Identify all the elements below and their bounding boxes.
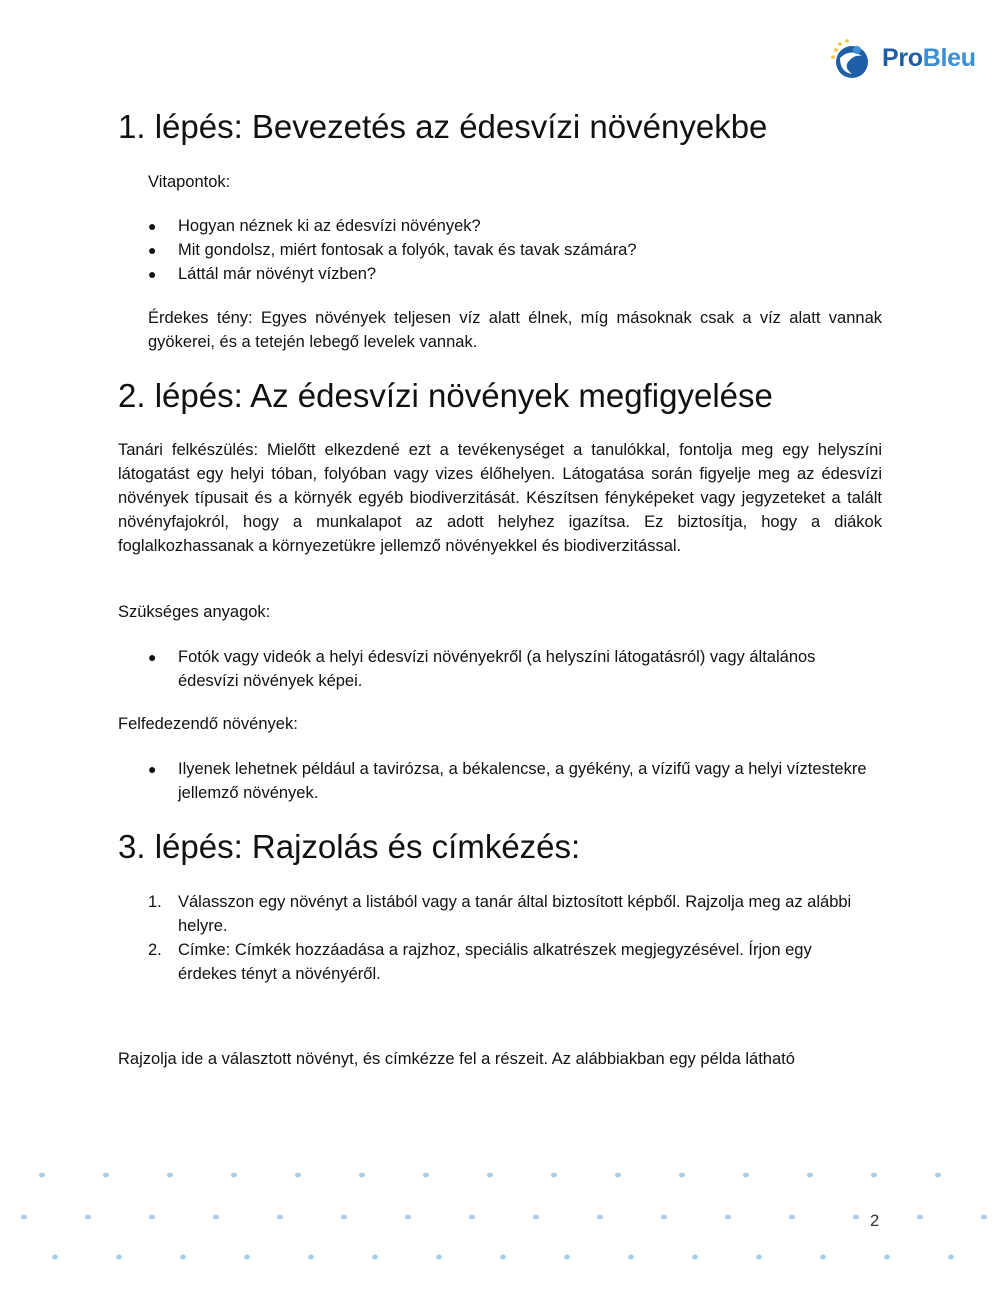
decorative-dot [884,1255,890,1260]
decorative-dot [628,1255,634,1260]
list-item: ● Ilyenek lehetnek például a tavirózsa, a békalencse, a gyékény, a vízifű vagy a helyi víztestekre jellemző növények. [148,757,878,805]
decorative-dot [597,1215,603,1220]
list-item: 1. Válasszon egy növényt a listából vagy a tanár által biztosított képből. Rajzolja meg az alábbi helyre. [148,893,852,935]
decorative-dot [551,1173,557,1178]
decorative-dot [917,1215,923,1220]
decorative-dot [423,1173,429,1178]
decorative-dot [52,1255,58,1260]
decorative-dot [116,1255,122,1260]
decorative-dot [308,1255,314,1260]
decorative-dot [935,1173,941,1178]
interesting-fact: Érdekes tény: Egyes növények teljesen víz alatt élnek, míg másoknak csak a víz alatt vannak gyökerei, és a tetején lebegő levelek vannak. [148,309,882,351]
decorative-dot [500,1255,506,1260]
decorative-dot [103,1173,109,1178]
decorative-dot [853,1215,859,1220]
decorative-dot [213,1215,219,1220]
discussion-list [148,214,882,286]
materials-label: Szükséges anyagok: [118,603,271,621]
decorative-dot [948,1255,954,1260]
decorative-dot [341,1215,347,1220]
decorative-dot [661,1215,667,1220]
decorative-dot [167,1173,173,1178]
decorative-dot [725,1215,731,1220]
discussion-label: Vitapontok: [148,173,231,191]
decorative-dot [469,1215,475,1220]
decorative-dot [789,1215,795,1220]
list-item: ● Fotók vagy videók a helyi édesvízi növényekről (a helyszíni látogatásról) vagy általános édesvízi növények képei. [148,645,878,693]
plants-list [148,757,878,805]
decorative-dot [295,1173,301,1178]
decorative-dot [820,1255,826,1260]
decorative-dot [564,1255,570,1260]
plants-label: Felfedezendő növények: [118,715,298,733]
decorative-dot [756,1255,762,1260]
list-item: ● Hogyan néznek ki az édesvízi növények? [148,214,882,238]
decorative-dot [21,1215,27,1220]
drawing-steps-list [148,890,868,986]
decorative-dot [871,1173,877,1178]
list-item: ● Láttál már növényt vízben? [148,262,882,286]
decorative-dot [487,1173,493,1178]
step3-heading: 3. lépés: Rajzolás és címkézés: [118,828,581,865]
decorative-dot [981,1215,987,1220]
decorative-dot [743,1173,749,1178]
decorative-dot [372,1255,378,1260]
decorative-dot [231,1173,237,1178]
teacher-preparation: Tanári felkészülés: Mielőtt elkezdené ezt a tevékenységet a tanulókkal, fontolja meg egy helyszíni látogatást egy helyi tóban, folyóban vagy vizes élőhelyen. Látogatása során figyelje meg az édesvízi növények típusait és a környék egyéb biodiverzitását. Készítsen fényképeket vagy jegyzeteket a talált növényfajokról, hogy a munkalapot az adott helyhez igazítsa. Ez biztosítja, hogy a diákok foglalkozhassanak a környezetükre jellemző növényekkel és biodiverzitással. [118,441,882,555]
decorative-dot [85,1215,91,1220]
decorative-dot [615,1173,621,1178]
logo-wordmark: ProBleu [882,44,976,72]
decorative-dot [692,1255,698,1260]
decorative-dot-pattern [0,1150,1000,1294]
decorative-dot [436,1255,442,1260]
step1-heading: 1. lépés: Bevezetés az édesvízi növényekbe [118,108,768,145]
drawing-instruction: Rajzolja ide a választott növényt, és címkézze fel a részeit. Az alábbiakban egy példa látható [118,1050,795,1068]
materials-list [148,645,878,693]
decorative-dot [180,1255,186,1260]
decorative-dot [149,1215,155,1220]
decorative-dot [359,1173,365,1178]
decorative-dot [679,1173,685,1178]
probleu-logo [830,38,980,82]
list-item: ● Mit gondolsz, miért fontosak a folyók, tavak és tavak számára? [148,238,882,262]
decorative-dot [277,1215,283,1220]
decorative-dot [405,1215,411,1220]
list-item: 2. Címke: Címkék hozzáadása a rajzhoz, speciális alkatrészek megjegyzésével. Írjon egy érdekes tényt a növényéről. [148,941,812,983]
decorative-dot [533,1215,539,1220]
page-number: 2 [870,1212,880,1230]
decorative-dot [807,1173,813,1178]
step2-heading: 2. lépés: Az édesvízi növények megfigyelése [118,377,773,414]
probleu-swirl-icon [830,38,880,82]
decorative-dot [244,1255,250,1260]
decorative-dot [39,1173,45,1178]
